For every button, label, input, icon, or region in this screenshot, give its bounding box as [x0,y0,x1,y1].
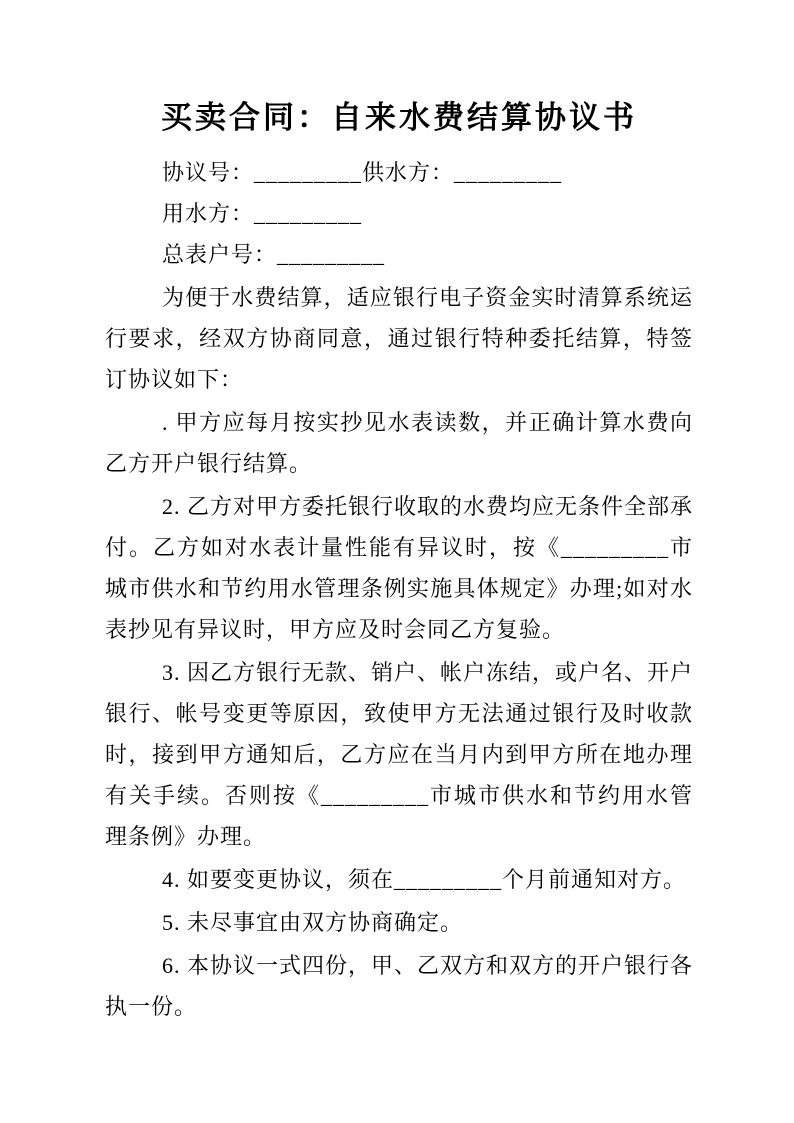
clause-1: . 甲方应每月按实抄见水表读数，并正确计算水费向乙方开户银行结算。 [105,410,693,476]
clause-4: 4. 如要变更协议，须在_________个月前通知对方。 [162,867,687,892]
document-title: 买卖合同：自来水费结算协议书 [161,100,637,135]
document-body [105,152,693,1027]
preamble-paragraph: 为便于水费结算，适应银行电子资金实时清算系统运行要求，经双方协商同意，通过银行特种委托结算，特签订协议如下： [105,285,693,392]
field-water-user: 用水方：_________ [162,201,363,226]
clause-6: 6. 本协议一式四份，甲、乙双方和双方的开户银行各执一份。 [105,953,694,1019]
field-master-meter-account: 总表户号：_________ [162,242,386,267]
clause-5: 5. 未尽事宜由双方协商确定。 [162,910,464,935]
clause-2: 2. 乙方对甲方委托银行收取的水费均应无条件全部承付。乙方如对水表计量性能有异议时，按《_________市城市供水和节约用水管理条例实施具体规定》办理;如对水表抄见有异议时，甲方应及时会同乙方复验。 [105,494,694,642]
field-agreement-no-and-supplier: 协议号：_________供水方：_________ [162,160,563,185]
clause-3: 3. 因乙方银行无款、销户、帐户冻结，或户名、开户银行、帐号变更等原因，致使甲方无法通过银行及时收款时，接到甲方通知后，乙方应在当月内到甲方所在地办理有关手续。否则按《_________市城市供水和节约用水管理条例》办理。 [105,660,694,849]
